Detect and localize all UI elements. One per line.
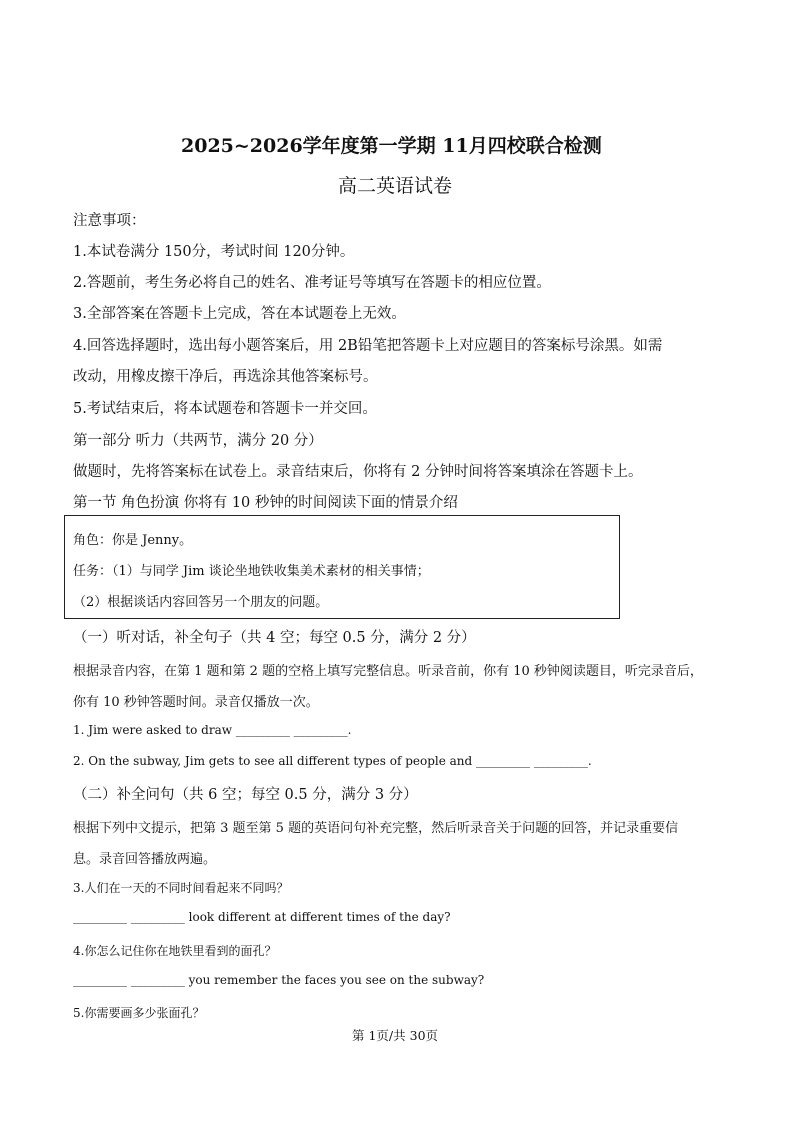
task-line: 任务：（1）与同学 Jim 谈论坐地铁收集美术素材的相关事情；: [73, 564, 430, 579]
section1-heading: 第一节 角色扮演 你将有 10 秒钟的时间阅读下面的情景介绍: [73, 495, 458, 511]
role-line: 角色：你是 Jenny。: [73, 533, 193, 548]
notice-item-4: 4.回答选择题时，选出每小题答案后，用 2B铅笔把答题卡上对应题目的答案标号涂黑。如需: [73, 338, 663, 354]
notice-item-2: 2.答题前，考生务必将自己的姓名、准考证号等填写在答题卡的相应位置。: [73, 275, 551, 291]
question-1: 1. Jim were asked to draw _________ _________.: [73, 723, 352, 737]
notice-item-4-cont: 改动，用橡皮擦干净后，再选涂其他答案标号。: [73, 369, 378, 385]
part1-heading: 第一部分 听力（共两节，满分 20 分）: [73, 433, 323, 449]
sub2-instruction-1: 根据下列中文提示，把第 3 题至第 5 题的英语问句补充完整，然后听录音关于问题的回答，并记录重要信: [73, 821, 679, 836]
sub2-instruction-2: 息。录音回答播放两遍。: [73, 852, 217, 867]
exam-title: 2025~2026学年度第一学期 11月四校联合检测: [181, 135, 602, 157]
question-4-chinese: 4.你怎么记住你在地铁里看到的面孔？: [73, 944, 277, 958]
question-3-english: _________ _________ look different at different times of the day?: [73, 910, 451, 924]
task-line-2: （2）根据谈话内容回答另一个朋友的问题。: [73, 595, 329, 610]
notice-item-3: 3.全部答案在答题卡上完成，答在本试题卷上无效。: [73, 306, 406, 322]
question-4-english: _________ _________ you remember the faces you see on the subway?: [73, 973, 485, 987]
notice-heading: 注意事项：: [73, 213, 146, 229]
notice-item-1: 1.本试卷满分 150分，考试时间 120分钟。: [73, 244, 355, 260]
part1-instruction: 做题时，先将答案标在试卷上。录音结束后，你将有 2 分钟时间将答案填涂在答题卡上。: [73, 464, 643, 480]
question-3-chinese: 3.人们在一天的不同时间看起来不同吗？: [73, 881, 289, 895]
page-number: 第 1页/共 30页: [352, 1028, 439, 1043]
question-2: 2. On the subway, Jim gets to see all different types of people and _________ _________.: [73, 754, 592, 768]
sub1-instruction-1: 根据录音内容，在第 1 题和第 2 题的空格上填写完整信息。听录音前，你有 10 秒钟阅读题目，听完录音后，: [73, 664, 703, 679]
question-5-chinese: 5.你需要画多少张面孔？: [73, 1006, 205, 1020]
sub2-heading: （二）补全问句（共 6 空；每空 0.5 分，满分 3 分）: [73, 787, 418, 803]
sub1-heading: （一）听对话，补全句子（共 4 空；每空 0.5 分，满分 2 分）: [73, 630, 476, 646]
exam-subtitle: 高二英语试卷: [338, 175, 453, 197]
sub1-instruction-2: 你有 10 秒钟答题时间。录音仅播放一次。: [73, 695, 319, 710]
notice-item-5: 5.考试结束后，将本试题卷和答题卡一并交回。: [73, 401, 377, 417]
